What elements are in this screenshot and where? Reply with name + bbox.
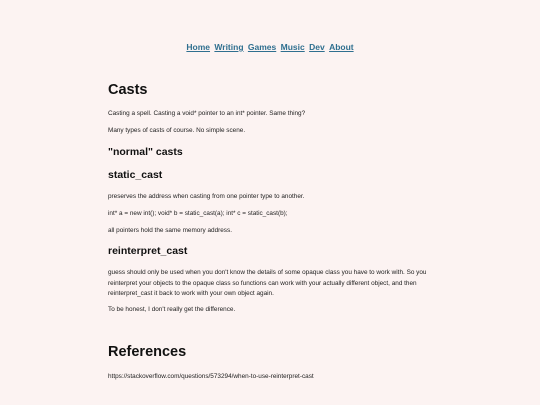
section-heading-static-cast: static_cast (108, 169, 163, 181)
static-cast-paragraph-1: preserves the address when casting from one pointer type to another. (108, 193, 305, 200)
intro-paragraph-2: Many types of casts of course. No simple scene. (108, 127, 246, 134)
reference-link[interactable]: https://stackoverflow.com/questions/573294/when-to-use-reinterpret-cast (108, 373, 314, 380)
page-title: Casts (108, 82, 148, 98)
static-cast-code: int* a = new int(); void* b = static_cast(a); int* c = static_cast(b); (108, 210, 288, 217)
section-heading-reinterpret-cast: reinterpret_cast (108, 245, 188, 257)
nav-dev-link[interactable]: Dev (309, 42, 325, 52)
reinterpret-cast-paragraph-1: guess should only be used when you don't know the details of some opaque class you have to work with. So you reinterpret your objects to the opaque class so functions can work with your actually different object, and then reinterpret_cast it back to work with your own object again. (108, 269, 427, 297)
nav-games-link[interactable]: Games (247, 42, 277, 52)
reinterpret-cast-paragraph-2: To be honest, I don't really get the difference. (108, 306, 236, 313)
nav-about-link[interactable]: About (329, 42, 354, 52)
nav-music-link[interactable]: Music (280, 42, 305, 52)
section-heading-normal-casts: "normal" casts (108, 146, 183, 158)
top-nav (0, 42, 540, 52)
static-cast-paragraph-3: all pointers hold the same memory address. (108, 227, 232, 234)
intro-paragraph: Casting a spell. Casting a void* pointer to an int* pointer. Same thing? (108, 110, 306, 117)
nav-writing-link[interactable]: Writing (214, 42, 244, 52)
nav-home-link[interactable]: Home (186, 42, 211, 52)
references-heading: References (108, 344, 187, 360)
